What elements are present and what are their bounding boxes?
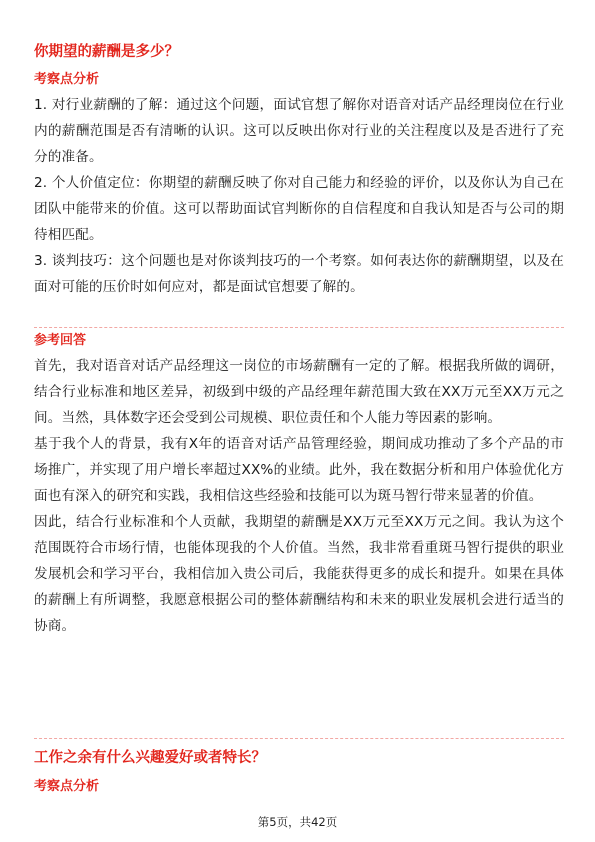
- section-divider: [34, 738, 564, 739]
- analysis-list: [34, 92, 564, 300]
- analysis-heading: 考察点分析: [34, 779, 100, 794]
- page-number: 第5页，共42页: [257, 815, 338, 829]
- analysis-heading: 考察点分析: [34, 72, 100, 87]
- analysis-point: 2. 个人价值定位：你期望的薪酬反映了你对自己能力和经验的评价，以及你认为自己在团队中能带来的价值。这可以帮助面试官判断你的自信程度和自我认知是否与公司的期待相匹配。: [34, 175, 564, 243]
- answer-paragraph: 因此，结合行业标准和个人贡献，我期望的薪酬是XX万元至XX万元之间。我认为这个范围既符合市场行情，也能体现我的个人价值。当然，我非常看重斑马智行提供的职业发展机会和学习平台，我相信加入贵公司后，我能获得更多的成长和提升。如果在具体的薪酬上有所调整，我愿意根据公司的整体薪酬结构和未来的职业发展机会进行适当的协商。: [34, 514, 564, 634]
- answer-paragraph: 基于我个人的背景，我有X年的语音对话产品管理经验，期间成功推动了多个产品的市场推广，并实现了用户增长率超过XX%的业绩。此外，我在数据分析和用户体验优化方面也有深入的研究和实践，我相信这些经验和技能可以为斑马智行带来显著的价值。: [34, 436, 564, 504]
- section-divider: [34, 327, 564, 328]
- analysis-point: 3. 谈判技巧：这个问题也是对你谈判技巧的一个考察。如何表达你的薪酬期望，以及在面对可能的压价时如何应对，都是面试官想要了解的。: [34, 253, 564, 295]
- question-title: 工作之余有什么兴趣爱好或者特长？: [34, 750, 266, 766]
- answer-heading: 参考回答: [34, 333, 87, 348]
- question-title: 你期望的薪酬是多少？: [34, 44, 179, 60]
- answer-paragraph: 首先，我对语音对话产品经理这一岗位的市场薪酬有一定的了解。根据我所做的调研，结合行业标准和地区差异，初级到中级的产品经理年薪范围大致在XX万元至XX万元之间。当然，具体数字还会受到公司规模、职位责任和个人能力等因素的影响。: [34, 358, 564, 426]
- answer-body: [34, 353, 564, 639]
- analysis-point: 1. 对行业薪酬的了解：通过这个问题，面试官想了解你对语音对话产品经理岗位在行业内的薪酬范围是否有清晰的认识。这可以反映出你对行业的关注程度以及是否进行了充分的准备。: [34, 97, 564, 165]
